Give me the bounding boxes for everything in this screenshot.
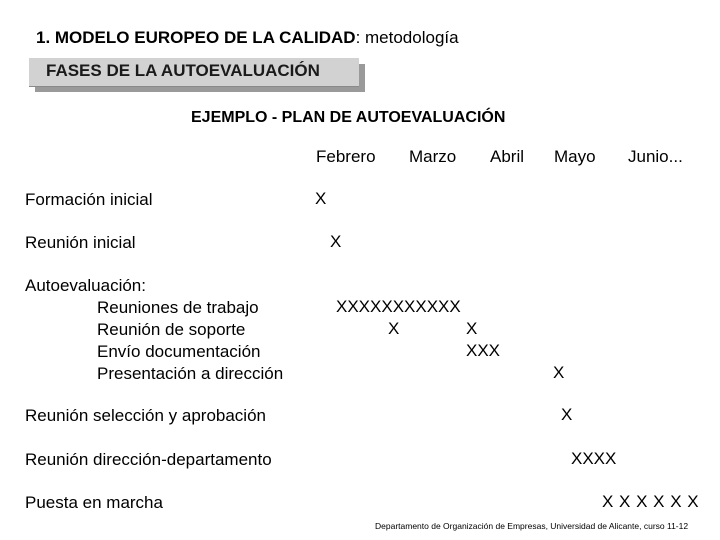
- month-header-marzo: Marzo: [409, 147, 457, 166]
- row-mark-reunion-soporte-1: X: [388, 319, 400, 338]
- row-label-envio-documentacion: Envío documentación: [97, 342, 261, 361]
- row-label-autoevaluacion: Autoevaluación:: [25, 276, 146, 295]
- slide-title: [36, 28, 459, 48]
- row-mark-puesta-en-marcha: X X X X X X: [602, 492, 700, 511]
- row-label-reunion-inicial: Reunión inicial: [25, 233, 136, 252]
- row-mark-reunion-seleccion: X: [561, 405, 573, 424]
- footer-credit: Departamento de Organización de Empresas, Universidad de Alicante, curso 11-12: [375, 521, 689, 531]
- row-label-reunion-seleccion: Reunión selección y aprobación: [25, 406, 266, 425]
- row-mark-reunion-inicial: X: [330, 232, 342, 251]
- phase-box-label: FASES DE LA AUTOEVALUACIÓN: [46, 61, 320, 80]
- slide-title-bold: 1. MODELO EUROPEO DE LA CALIDAD: [36, 28, 356, 47]
- row-mark-envio-documentacion: XXX: [466, 341, 501, 360]
- row-label-puesta-en-marcha: Puesta en marcha: [25, 493, 163, 512]
- row-mark-reunion-soporte-2: X: [466, 319, 478, 338]
- row-mark-reunion-direccion-departamento: XXXX: [571, 449, 617, 468]
- row-label-reuniones-trabajo: Reuniones de trabajo: [97, 298, 259, 317]
- month-header-junio: Junio...: [628, 147, 683, 166]
- row-mark-reuniones-trabajo: XXXXXXXXXXX: [336, 297, 461, 316]
- row-label-reunion-soporte: Reunión de soporte: [97, 320, 246, 339]
- slide-title-rest: : metodología: [355, 28, 459, 47]
- row-mark-presentacion-direccion: X: [553, 363, 565, 382]
- row-label-formacion-inicial: Formación inicial: [25, 190, 153, 209]
- month-header-mayo: Mayo: [554, 147, 596, 166]
- month-header-abril: Abril: [490, 147, 525, 166]
- row-label-presentacion-direccion: Presentación a dirección: [97, 364, 284, 383]
- month-header-febrero: Febrero: [316, 147, 376, 166]
- row-label-reunion-direccion-departamento: Reunión dirección-departamento: [25, 450, 272, 469]
- row-mark-formacion-inicial: X: [315, 189, 327, 208]
- plan-title: EJEMPLO - PLAN DE AUTOEVALUACIÓN: [191, 109, 506, 126]
